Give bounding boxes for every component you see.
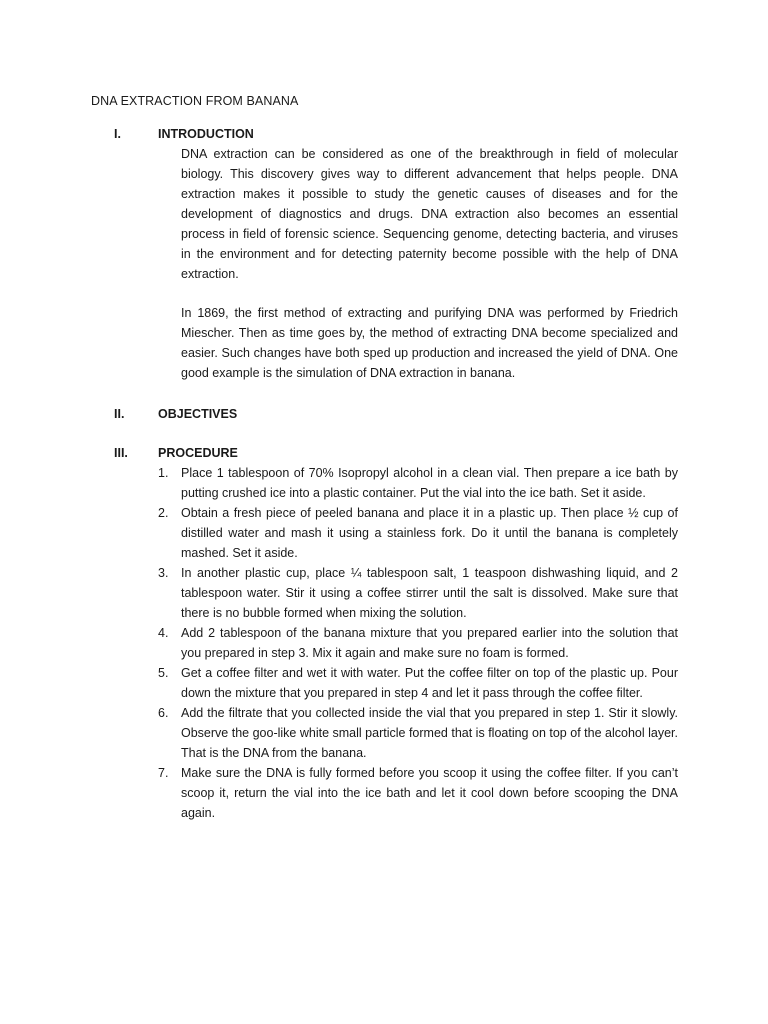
procedure-step-1 xyxy=(158,463,678,503)
step-text: Make sure the DNA is fully formed before you scoop it using the coffee filter. If you can’t scoop it, return the vial into the ice bath and let it cool down before scooping the DNA again. xyxy=(181,766,678,820)
step-number: 5. xyxy=(158,666,169,680)
step-text: In another plastic cup, place ¼ tablespoon salt, 1 teaspoon dishwashing liquid, and 2 tablespoon water. Stir it using a coffee stirrer until the salt is dissolved. Make sure that there is no bubble formed when mixing the solution. xyxy=(181,566,678,620)
section-heading-introduction: INTRODUCTION xyxy=(158,127,254,141)
procedure-step-2 xyxy=(158,503,678,563)
step-number: 2. xyxy=(158,506,169,520)
step-number: 3. xyxy=(158,566,169,580)
step-text: Add 2 tablespoon of the banana mixture that you prepared earlier into the solution that you prepared in step 3. Mix it again and make sure no foam is formed. xyxy=(181,626,678,660)
procedure-steps-list xyxy=(158,463,678,823)
section-number-objectives: II. xyxy=(114,407,125,421)
step-number: 1. xyxy=(158,466,169,480)
procedure-step-4 xyxy=(158,623,678,663)
step-number: 7. xyxy=(158,766,169,780)
step-number: 4. xyxy=(158,626,169,640)
section-number-procedure: III. xyxy=(114,446,128,460)
step-number: 6. xyxy=(158,706,169,720)
procedure-step-3 xyxy=(158,563,678,623)
section-heading-objectives: OBJECTIVES xyxy=(158,407,238,421)
step-text: Place 1 tablespoon of 70% Isopropyl alcohol in a clean vial. Then prepare a ice bath by putting crushed ice into a plastic container. Put the vial into the ice bath. Set it aside. xyxy=(181,466,678,500)
procedure-step-6 xyxy=(158,703,678,763)
document-title: DNA EXTRACTION FROM BANANA xyxy=(91,94,299,108)
introduction-paragraph-1: DNA extraction can be considered as one of the breakthrough in field of molecular biology. This discovery gives way to different advancement that helps people. DNA extraction makes it possible to study the genetic causes of diseases and for the development of diagnostics and drugs. DNA extraction also becomes an essential process in field of forensic science. Sequencing genome, detecting bacteria, and viruses in the environment and for detecting paternity become possible with the help of DNA extraction. xyxy=(181,147,678,281)
introduction-paragraph-2: In 1869, the first method of extracting and purifying DNA was performed by Friedrich Miescher. Then as time goes by, the method of extracting DNA become specialized and easier. Such changes have both sped up production and increased the yield of DNA. One good example is the simulation of DNA extraction in banana. xyxy=(181,306,678,380)
procedure-step-7 xyxy=(158,763,678,823)
procedure-step-5 xyxy=(158,663,678,703)
section-number-introduction: I. xyxy=(114,127,121,141)
step-text: Get a coffee filter and wet it with water. Put the coffee filter on top of the plastic up. Pour down the mixture that you prepared in step 4 and let it pass through the coffee filter. xyxy=(181,666,678,700)
section-heading-procedure: PROCEDURE xyxy=(158,446,238,460)
step-text: Add the filtrate that you collected inside the vial that you prepared in step 1. Stir it slowly. Observe the goo-like white small particle formed that is floating on top of the alcohol layer. That is the DNA from the banana. xyxy=(181,706,678,760)
step-text: Obtain a fresh piece of peeled banana and place it in a plastic up. Then place ½ cup of distilled water and mash it using a stainless fork. Do it until the banana is completely mashed. Set it aside. xyxy=(181,506,678,560)
